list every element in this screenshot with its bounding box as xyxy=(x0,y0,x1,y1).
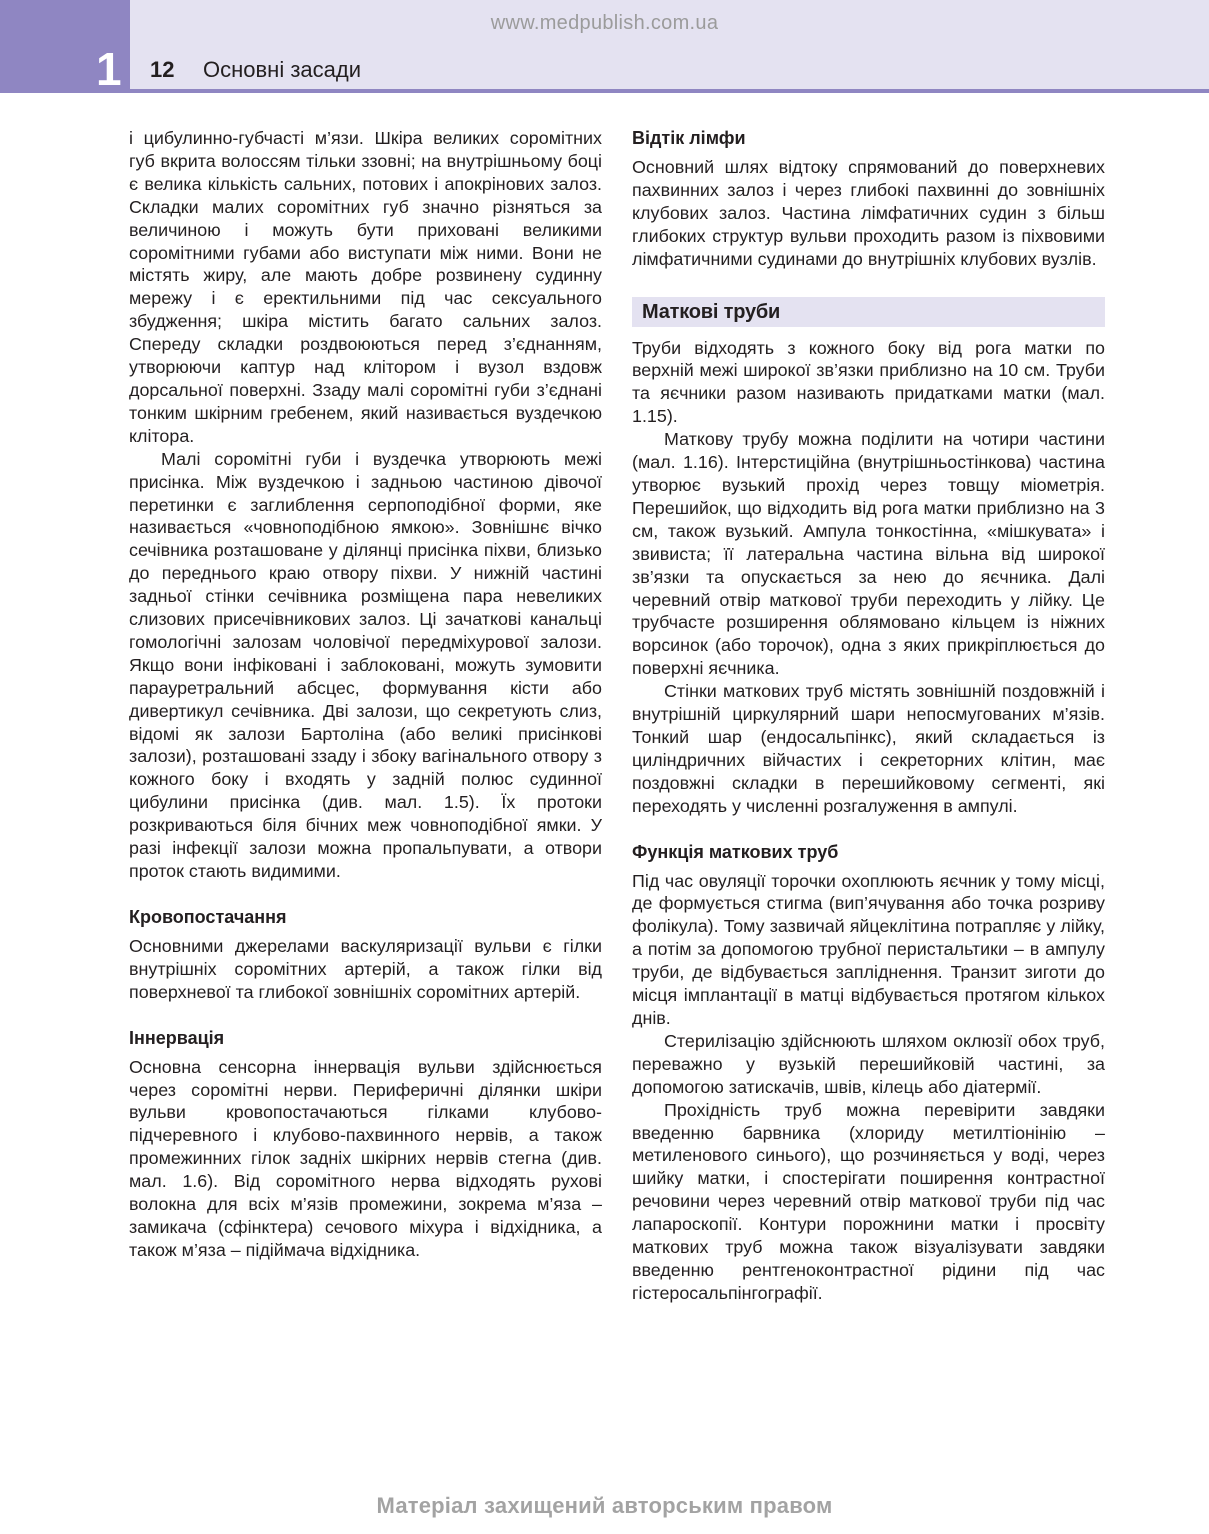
paragraph: Прохідність труб можна перевірити завдяки введенню барвника (хлориду метилтіонінію – метиленового синього), що розчиняється у воді, через шийку матки, і спостерігати поширення контрастної речовини через черевний отвір маткової труби під час лапароскопії. Контури порожнини матки і просвіту маткових труб можна також візуалізувати завдяки введенню рентгеноконтрастної рідини під час гістеросальпінгографії. xyxy=(632,1099,1105,1303)
subheading-lymph: Відтік лімфи xyxy=(632,128,746,148)
paragraph: Основними джерелами васкуляризації вульви є гілки внутрішніх соромітних артерій, а також гілки від поверхневої та глибокої зовнішніх соромітних артерій. xyxy=(129,935,602,1002)
left-column xyxy=(129,127,602,1262)
site-url: www.medpublish.com.ua xyxy=(490,12,719,34)
subheading-blood-supply: Кровопостачання xyxy=(129,906,287,927)
subheading-tube-function: Функція маткових труб xyxy=(632,841,839,862)
paragraph: і цибулинно-губчасті м’язи. Шкіра великих соромітних губ вкрита волоссям тільки ззовні; на внутрішньому боці є велика кількість сальних, потових і апокрінових залоз. Складки малих соромітних губ значно різняться за величиною і можуть бути приховані великими соромітними губами або виступати між ними. Вони не містять жиру, але мають добре розвинену судинну мережу і є еректильними під час сексуального збудження; шкіра містить багато сальних залоз. Спереду складки роздвоюються перед з’єднанням, утворюючи каптур над клітором і вузол вздовж дорсальної поверхні. Ззаду малі соромітні губи з’єднані тонким шкірним гребенем, який називається вуздечкою клітора. xyxy=(129,128,602,446)
running-title: Основні засади xyxy=(203,57,362,82)
copyright-notice: Матеріал захищений авторським правом xyxy=(376,1493,833,1518)
paragraph: Стерилізацію здійснюють шляхом оклюзії обох труб, переважно у вузькій перешийковій частині, за допомогою затискачів, швів, кілець або діатермії. xyxy=(632,1030,1105,1097)
paragraph: Основна сенсорна іннервація вульви здійснюється через соромітні нерви. Периферичні ділянки шкіри вульви кровопостачаються гілками клубово-підчеревного і клубово-пахвинного нервів, а також промежинних гілок задніх шкірних нервів стегна (див. мал. 1.6). Від соромітного нерва відходять рухові волокна для всіх м’язів промежини, зокрема м’яза – замикача (сфінктера) сечового міхура і відхідника, а також м’яза – підіймача відхідника. xyxy=(129,1056,602,1260)
paragraph: Труби відходять з кожного боку від рога матки по верхній межі широкої зв’язки приблизно на 10 см. Труби та яєчники разом називають придатками матки (мал. 1.15). xyxy=(632,337,1105,427)
paragraph: Під час овуляції торочки охоплюють яєчник у тому місці, де формується стигма (вип’ячування або точка розриву фолікула). Тому зазвичай яйцеклітина потрапляє у лійку, а потім за допомогою трубної перистальтики – в ампулу труби, де відбувається запліднення. Транзит зиготи до місця імплантації в матці відбувається протягом кількох днів. xyxy=(632,870,1105,1028)
page-number: 12 xyxy=(150,57,175,82)
section-heading-fallopian-tubes: Маткові труби xyxy=(632,297,1105,327)
header-rule xyxy=(0,89,1209,93)
paragraph: Малі соромітні губи і вуздечка утворюють межі присінка. Між вуздечкою і задньою частиною дівочої перетинки є заглиблення серпоподібної форми, яке називається «човноподібною ямкою». Зовнішнє вічко сечівника розташоване у ділянці присінка піхви, близько до переднього краю отвору піхви. У нижній частині задньої стінки сечівника розміщена пара невеликих слизових присечівникових залоз. Ці зачаткові канальці гомологічні залозам чоловічої передміхурової залози. Якщо вони інфіковані і заблоковані, можуть зумовити парауретральний абсцес, формування кісти або дивертикул сечівника. Дві залози, що секретують слиз, відомі як залози Бартоліна (або великі присінкові залози), розташовані ззаду і збоку вагінального отвору з кожного боку і входять у задній полюс судинної цибулини присінка (див. мал. 1.5). Їх протоки розкриваються біля бічних меж човноподібної ямки. У разі інфекції залози можна пропальпувати, а отвори проток стають видимими. xyxy=(129,448,602,881)
paragraph: Маткову трубу можна поділити на чотири частини (мал. 1.16). Інтерстиційна (внутрішньостінкова) частина утворює вузький прохід через товщу міометрія. Перешийок, що відходить від рога матки приблизно на 3 см, також вузький. Ампула тонкостінна, «мішкувата» і звивиста; її латеральна частина вільна від широкої зв’язки та опускається за нею до яєчника. Далі черевний отвір маткової труби переходить у лійку. Це трубчасте розширення облямовано кільцем із ніжних ворсинок (або торочок), одна з яких прикріплюється до поверхні яєчника. xyxy=(632,429,1105,679)
paragraph: Стінки маткових труб містять зовнішній поздовжній і внутрішній циркулярний шари непосмугованих м’язів. Тонкий шар (ендосальпінкс), який складається із циліндричних війчастих і секреторних клітин, має поздовжні складки в перешийковому сегменті, які переходять у численні розгалуження в ампулі. xyxy=(632,681,1105,816)
paragraph: Основний шлях відтоку спрямований до поверхневих пахвинних залоз і через глибокі пахвинні до зовнішніх клубових залоз. Частина лімфатичних судин з більш глибоких структур вульви проходить разом із піхвовими лімфатичними судинами до внутрішніх клубових вузлів. xyxy=(632,157,1105,269)
chapter-number: 1 xyxy=(96,43,122,95)
subheading-innervation: Іннервація xyxy=(129,1027,225,1048)
right-column xyxy=(632,127,1105,1305)
